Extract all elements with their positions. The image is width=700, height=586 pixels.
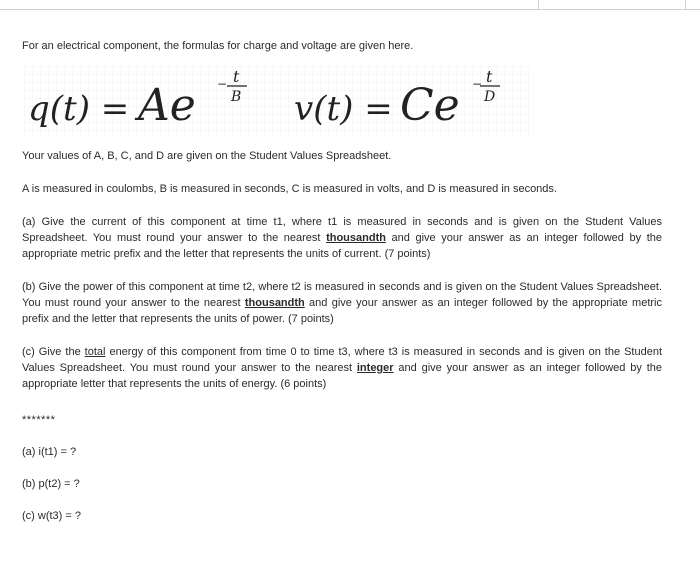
voltage-minus: − bbox=[472, 77, 483, 91]
part-c-text-2: energy of this component from time 0 to time t3, where t3 is measured in seconds and is given on the Student Values Spreadsheet. You must round your answer to the nearest bbox=[22, 346, 662, 374]
separator-stars: ******* bbox=[22, 414, 56, 426]
voltage-rhs-base: Ce bbox=[400, 80, 460, 131]
part-c-text-3: and give your answer as an integer followed by the appropriate letter that represents the units of energy. (6 points) bbox=[22, 362, 662, 390]
handwritten-formula bbox=[24, 66, 531, 138]
part-b-text-2: and give your answer as an integer followed by the appropriate metric prefix and the letter that represents the units of power. (7 points) bbox=[22, 297, 662, 325]
voltage-lhs: v(t) = bbox=[294, 89, 393, 129]
part-b-emphasis: thousandth bbox=[244, 297, 305, 309]
units-note: A is measured in coulombs, B is measured in seconds, C is measured in volts, and D is measured in seconds. bbox=[22, 183, 557, 195]
part-a-text-2: and give your answer as an integer followed by the appropriate metric prefix and the letter that represents the units of current. (7 points) bbox=[22, 232, 662, 260]
part-a-question bbox=[22, 214, 662, 262]
part-b-question bbox=[22, 279, 662, 327]
part-c-text-1: (c) Give the bbox=[22, 346, 85, 358]
part-a-text-1: (a) Give the current of this component at time t1, where t1 is measured in seconds and is given on the Student Values Spreadsheet. You must round your answer to the nearest bbox=[22, 216, 662, 244]
charge-lhs: q(t) = bbox=[28, 89, 130, 129]
answer-a: (a) i(t1) = ? bbox=[22, 446, 77, 458]
charge-minus: − bbox=[217, 77, 228, 91]
part-b-text-1: (b) Give the power of this component at time t2, where t2 is measured in seconds and is given on the Student Values Spreadsheet. You must round your answer to the nearest bbox=[22, 281, 662, 309]
charge-rhs-base: Ae bbox=[138, 80, 196, 131]
question-body bbox=[22, 38, 662, 524]
intro-text: For an electrical component, the formulas for charge and voltage are given here. bbox=[22, 40, 414, 52]
part-c-underline: total bbox=[84, 346, 106, 358]
voltage-exp-num: t bbox=[486, 67, 493, 86]
part-c-question bbox=[22, 344, 662, 392]
voltage-exp-den: D bbox=[484, 89, 496, 105]
charge-exp-num: t bbox=[233, 67, 240, 86]
formula-image bbox=[24, 66, 531, 138]
answer-b: (b) p(t2) = ? bbox=[22, 478, 80, 490]
answer-c: (c) w(t3) = ? bbox=[22, 510, 81, 522]
part-c-emphasis: integer bbox=[356, 362, 394, 374]
part-a-emphasis: thousandth bbox=[326, 232, 386, 244]
charge-exp-den: B bbox=[231, 89, 242, 105]
values-note: Your values of A, B, C, and D are given on the Student Values Spreadsheet. bbox=[22, 150, 392, 162]
top-tab bbox=[538, 0, 686, 10]
